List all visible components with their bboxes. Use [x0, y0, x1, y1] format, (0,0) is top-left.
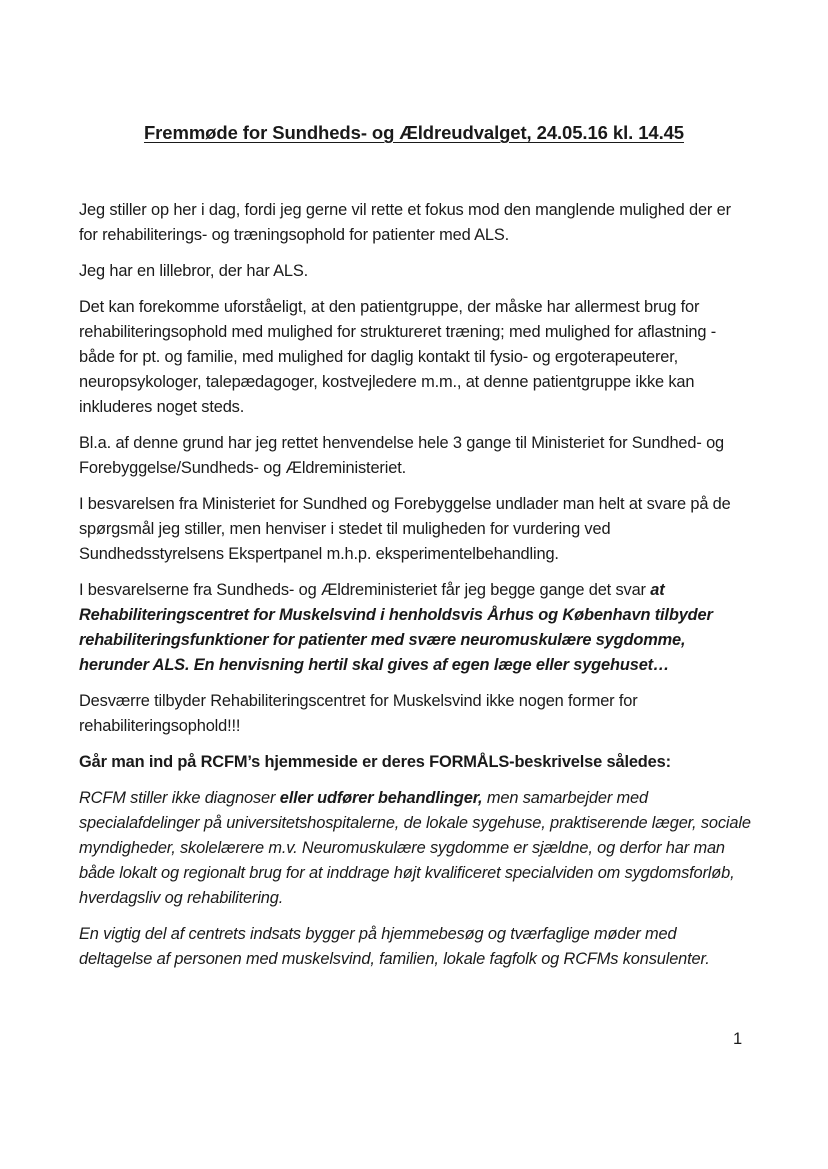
- paragraph-ministry-response: I besvarelsen fra Ministeriet for Sundhed og Forebyggelse undlader man helt at svare på de spørgsmål jeg stiller, men henviser i stedet til muligheden for vurdering ved Sundhedsstyrelsens Ekspertpanel m.h.p. eksperimentelbehandling.: [79, 495, 731, 563]
- answers-quote: at Rehabiliteringscentret for Muskelsvind i henholdsvis Århus og København tilbyder rehabiliteringsfunktioner for patienter med svære neuromuskulære sygdomme, herunder ALS. En henvisning hertil skal gives af egen læge eller sygehuset…: [79, 581, 713, 674]
- purpose-text-a: RCFM stiller ikke diagnoser: [79, 789, 280, 807]
- paragraph-intro: Jeg stiller op her i dag, fordi jeg gerne vil rette et fokus mod den manglende mulighed der er for rehabiliterings- og træningsophold for patienter med ALS.: [79, 201, 731, 244]
- paragraph-brother: Jeg har en lillebror, der har ALS.: [79, 262, 309, 280]
- answers-text: I besvarelserne fra Sundheds- og Ældreministeriet får jeg begge gange det svar: [79, 581, 651, 599]
- paragraph-rcfm-purpose-heading: Går man ind på RCFM’s hjemmeside er deres FORMÅLS-beskrivelse således:: [79, 753, 671, 771]
- paragraph-rcfm-purpose: [79, 786, 751, 911]
- paragraph-no-offer: Desværre tilbyder Rehabiliteringscentret for Muskelsvind ikke nogen former for rehabiliteringsophold!!!: [79, 692, 638, 735]
- paragraph-patient-group: Det kan forekomme uforståeligt, at den patientgruppe, der måske har allermest brug for rehabiliteringsophold med mulighed for struktureret træning; med mulighed for aflastning - både for pt. og familie, med mulighed for daglig kontakt til fysio- og ergoterapeuterer, neuropsykologer, talepædagoger, kostvejledere m.m., at denne patientgruppe ikke kan inkluderes noget steds.: [79, 298, 716, 416]
- paragraph-rcfm-effort: En vigtig del af centrets indsats bygger på hjemmebesøg og tværfaglige møder med deltagelse af personen med muskelsvind, familien, lokale fagfolk og RCFMs konsulenter.: [79, 925, 710, 968]
- purpose-text-c: men samarbejder med specialafdelinger på universitetshospitalerne, de lokale sygehuse, praktiserende læger, sociale myndigheder, skolelærere m.v. Neuromuskulære sygdomme er sjældne, og derfor har man både lokalt og regionalt brug for at inddrage højt kvalificeret specialviden om sygdomsforløb, hverdagsliv og rehabilitering.: [79, 789, 751, 907]
- purpose-text-emph: eller udfører behandlinger,: [279, 789, 483, 807]
- page-number: 1: [733, 1030, 743, 1048]
- document-body: [79, 198, 751, 983]
- paragraph-answers: [79, 578, 751, 678]
- paragraph-inquiries: Bl.a. af denne grund har jeg rettet henvendelse hele 3 gange til Ministeriet for Sundhed- og Forebyggelse/Sundheds- og Ældreministeriet.: [79, 434, 724, 477]
- document-title: Fremmøde for Sundheds- og Ældreudvalget, 24.05.16 kl. 14.45: [143, 122, 684, 143]
